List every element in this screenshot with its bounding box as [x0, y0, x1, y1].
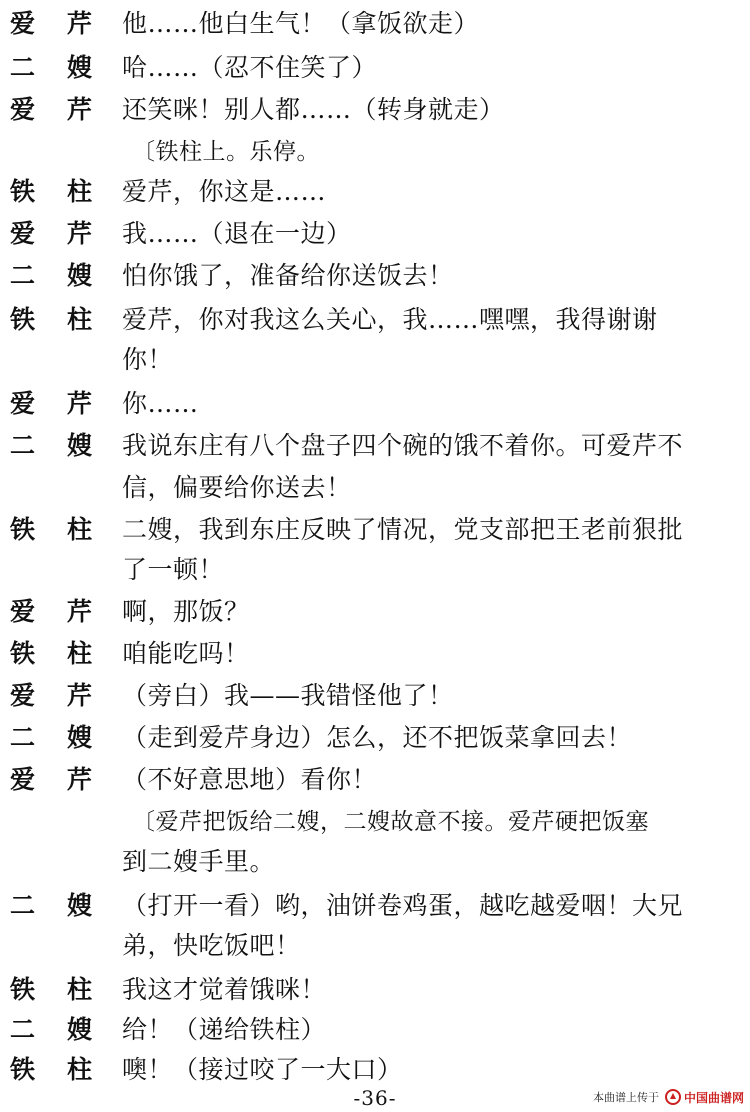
speech-text: 二嫂，我到东庄反映了情况，党支部把王老前狠批 [122, 515, 684, 544]
speaker-name: 爱芹 [10, 389, 125, 418]
speech-text: 我这才觉着饿咪！ [122, 975, 327, 1004]
speaker-name: 铁柱 [10, 1055, 125, 1084]
continuation-line [0, 466, 750, 510]
dialogue-line [0, 2, 750, 46]
speaker-name: 铁柱 [10, 515, 125, 544]
continuation-line [0, 548, 750, 592]
dialogue-line [0, 254, 750, 298]
stage-direction-line [0, 800, 750, 844]
watermark-text: 本曲谱上传于 [592, 1091, 659, 1104]
speech-text: 哈……（忍不住笑了） [122, 53, 378, 82]
page-number: -36- [353, 1086, 397, 1110]
music-site-logo-icon [665, 1089, 681, 1105]
dialogue-line [0, 424, 750, 468]
dialogue-line [0, 674, 750, 718]
speech-text: 他……他白生气！（拿饭欲走） [122, 9, 480, 38]
dialogue-line [0, 590, 750, 634]
continuation-line [0, 338, 750, 382]
dialogue-line [0, 298, 750, 342]
speaker-name: 二嫂 [10, 891, 125, 920]
speaker-name: 爱芹 [10, 219, 125, 248]
speaker-name: 铁柱 [10, 975, 125, 1004]
continuation-line [0, 840, 750, 884]
speaker-name: 铁柱 [10, 305, 125, 334]
speaker-name: 爱芹 [10, 681, 125, 710]
dialogue-line [0, 716, 750, 760]
speech-text: （打开一看）哟，油饼卷鸡蛋，越吃越爱咽！大兄 [122, 891, 684, 920]
watermark [593, 1086, 744, 1108]
speech-text: 我说东庄有八个盘子四个碗的饿不着你。可爱芹不 [122, 431, 684, 460]
speech-text: （旁白）我——我错怪他了！ [122, 681, 454, 710]
speaker-name: 爱芹 [10, 597, 125, 626]
watermark-site-name: 中国曲谱网 [683, 1090, 744, 1105]
speech-text: 到二嫂手里。 [122, 847, 276, 876]
dialogue-line [0, 884, 750, 928]
speaker-name: 二嫂 [10, 723, 125, 752]
speech-text: 信，偏要给你送去！ [122, 473, 352, 502]
dialogue-line [0, 46, 750, 90]
speaker-name: 爱芹 [10, 95, 125, 124]
speaker-name: 二嫂 [10, 53, 125, 82]
dialogue-line [0, 170, 750, 214]
speaker-name: 二嫂 [10, 261, 125, 290]
stage-direction-line [0, 130, 750, 174]
stage-direction-text: 〔铁柱上。乐停。 [132, 139, 320, 165]
speaker-name: 二嫂 [10, 1015, 125, 1044]
speech-text: 你！ [122, 345, 174, 374]
speech-text: 怕你饿了，准备给你送饭去！ [122, 261, 454, 290]
speech-text: 给！（递给铁柱） [122, 1015, 327, 1044]
speaker-name: 爱芹 [10, 9, 125, 38]
speech-text: 啊，那饭？ [122, 597, 250, 626]
dialogue-line [0, 1008, 750, 1052]
speech-text: 爱芹，你对我这么关心，我……嘿嘿，我得谢谢 [122, 305, 658, 334]
speech-text: 弟，快吃饭吧！ [122, 931, 301, 960]
dialogue-line [0, 88, 750, 132]
speech-text: （走到爱芹身边）怎么，还不把饭菜拿回去！ [122, 723, 633, 752]
dialogue-line [0, 968, 750, 1012]
speaker-name: 爱芹 [10, 765, 125, 794]
speech-text: 了一顿！ [122, 555, 225, 584]
speaker-name: 铁柱 [10, 639, 125, 668]
dialogue-line [0, 382, 750, 426]
speech-text: （不好意思地）看你！ [122, 765, 378, 794]
speech-text: 爱芹，你这是…… [122, 177, 327, 206]
dialogue-line [0, 212, 750, 256]
dialogue-line [0, 632, 750, 676]
speech-text: 还笑咪！别人都……（转身就走） [122, 95, 505, 124]
dialogue-line [0, 508, 750, 552]
stage-direction-text: 〔爱芹把饭给二嫂，二嫂故意不接。爱芹硬把饭塞 [132, 809, 649, 835]
speaker-name: 二嫂 [10, 431, 125, 460]
dialogue-line [0, 758, 750, 802]
speech-text: 咱能吃吗！ [122, 639, 250, 668]
speech-text: 噢！（接过咬了一大口） [122, 1055, 403, 1084]
continuation-line [0, 924, 750, 968]
speech-text: 你…… [122, 389, 199, 418]
speech-text: 我……（退在一边） [122, 219, 352, 248]
speaker-name: 铁柱 [10, 177, 125, 206]
